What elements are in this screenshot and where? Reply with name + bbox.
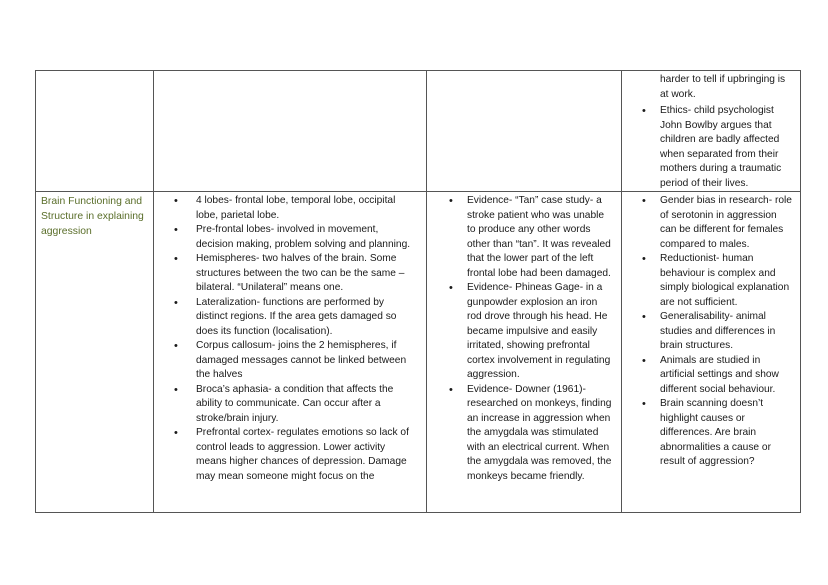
list-item: • Corpus callosum- joins the 2 hemispheres, if damaged messages cannot be linked between the halves: [154, 339, 418, 383]
list-item: • Evidence- Phineas Gage- in a gunpowder explosion an iron rod drove through his head. He became impulsive and easily irritated, showing prefrontal cortex involvement in regulating aggression.: [427, 281, 613, 383]
table-row: [36, 71, 801, 192]
evaluation-cell: [622, 192, 801, 513]
description-list: [154, 192, 426, 484]
list-item: • Gender bias in research- role of serotonin in aggression can be different for females compared to males.: [622, 194, 794, 252]
list-item: • 4 lobes- frontal lobe, temporal lobe, occipital lobe, parietal lobe.: [154, 194, 418, 223]
list-item: • Evidence- “Tan” case study- a stroke patient who was unable to produce any other words other than “tan”. It was revealed that the lower part of the left frontal lobe had been damaged.: [427, 194, 613, 281]
list-item: • Reductionist- human behaviour is complex and simply biological explanation are not sufficient.: [622, 252, 794, 310]
evaluation-cell: [622, 71, 801, 192]
evidence-list: [427, 192, 621, 484]
list-item: • Broca’s aphasia- a condition that affects the ability to communicate. Can occur after a stroke/brain injury.: [154, 383, 418, 427]
list-item: • Animals are studied in artificial settings and show different social behaviour.: [622, 354, 794, 398]
table-row: [36, 192, 801, 513]
list-item: • Evidence- Downer (1961)- researched on monkeys, finding an increase in aggression when the amygdala was stimulated with an electrical current. When the amygdala was removed, the monkeys became friendly.: [427, 383, 613, 485]
evidence-cell: [427, 71, 622, 192]
notes-table: [35, 70, 801, 513]
list-item: • Generalisability- animal studies and differences in brain structures.: [622, 310, 794, 354]
list-item: • Ethics- child psychologist John Bowlby argues that children are badly affected when separated from their mothers during a traumatic period of their lives.: [622, 104, 794, 191]
topic-cell: [36, 192, 154, 513]
list-item: • Hemispheres- two halves of the brain. Some structures between the two can be the same – bilateral. “Unilateral” means one.: [154, 252, 418, 296]
description-cell: [154, 192, 427, 513]
topic-cell: [36, 71, 154, 192]
evaluation-list: [622, 102, 800, 191]
continued-text: harder to tell if upbringing is at work.: [660, 74, 786, 100]
description-cell: [154, 71, 427, 192]
list-item: • Lateralization- functions are performed by distinct regions. If the area gets damaged so does its function (localisation).: [154, 296, 418, 340]
list-item: • Pre-frontal lobes- involved in movement, decision making, problem solving and planning.: [154, 223, 418, 252]
topic-heading: Brain Functioning and Structure in explaining aggression: [41, 196, 144, 237]
evidence-cell: [427, 192, 622, 513]
evaluation-list: [622, 192, 800, 470]
list-item: • Prefrontal cortex- regulates emotions so lack of control leads to aggression. Lower activity means higher chances of depression. Damage may mean someone might focus on the: [154, 426, 418, 484]
list-item: • Brain scanning doesn’t highlight causes or differences. Are brain abnormalities a cause or result of aggression?: [622, 397, 794, 470]
